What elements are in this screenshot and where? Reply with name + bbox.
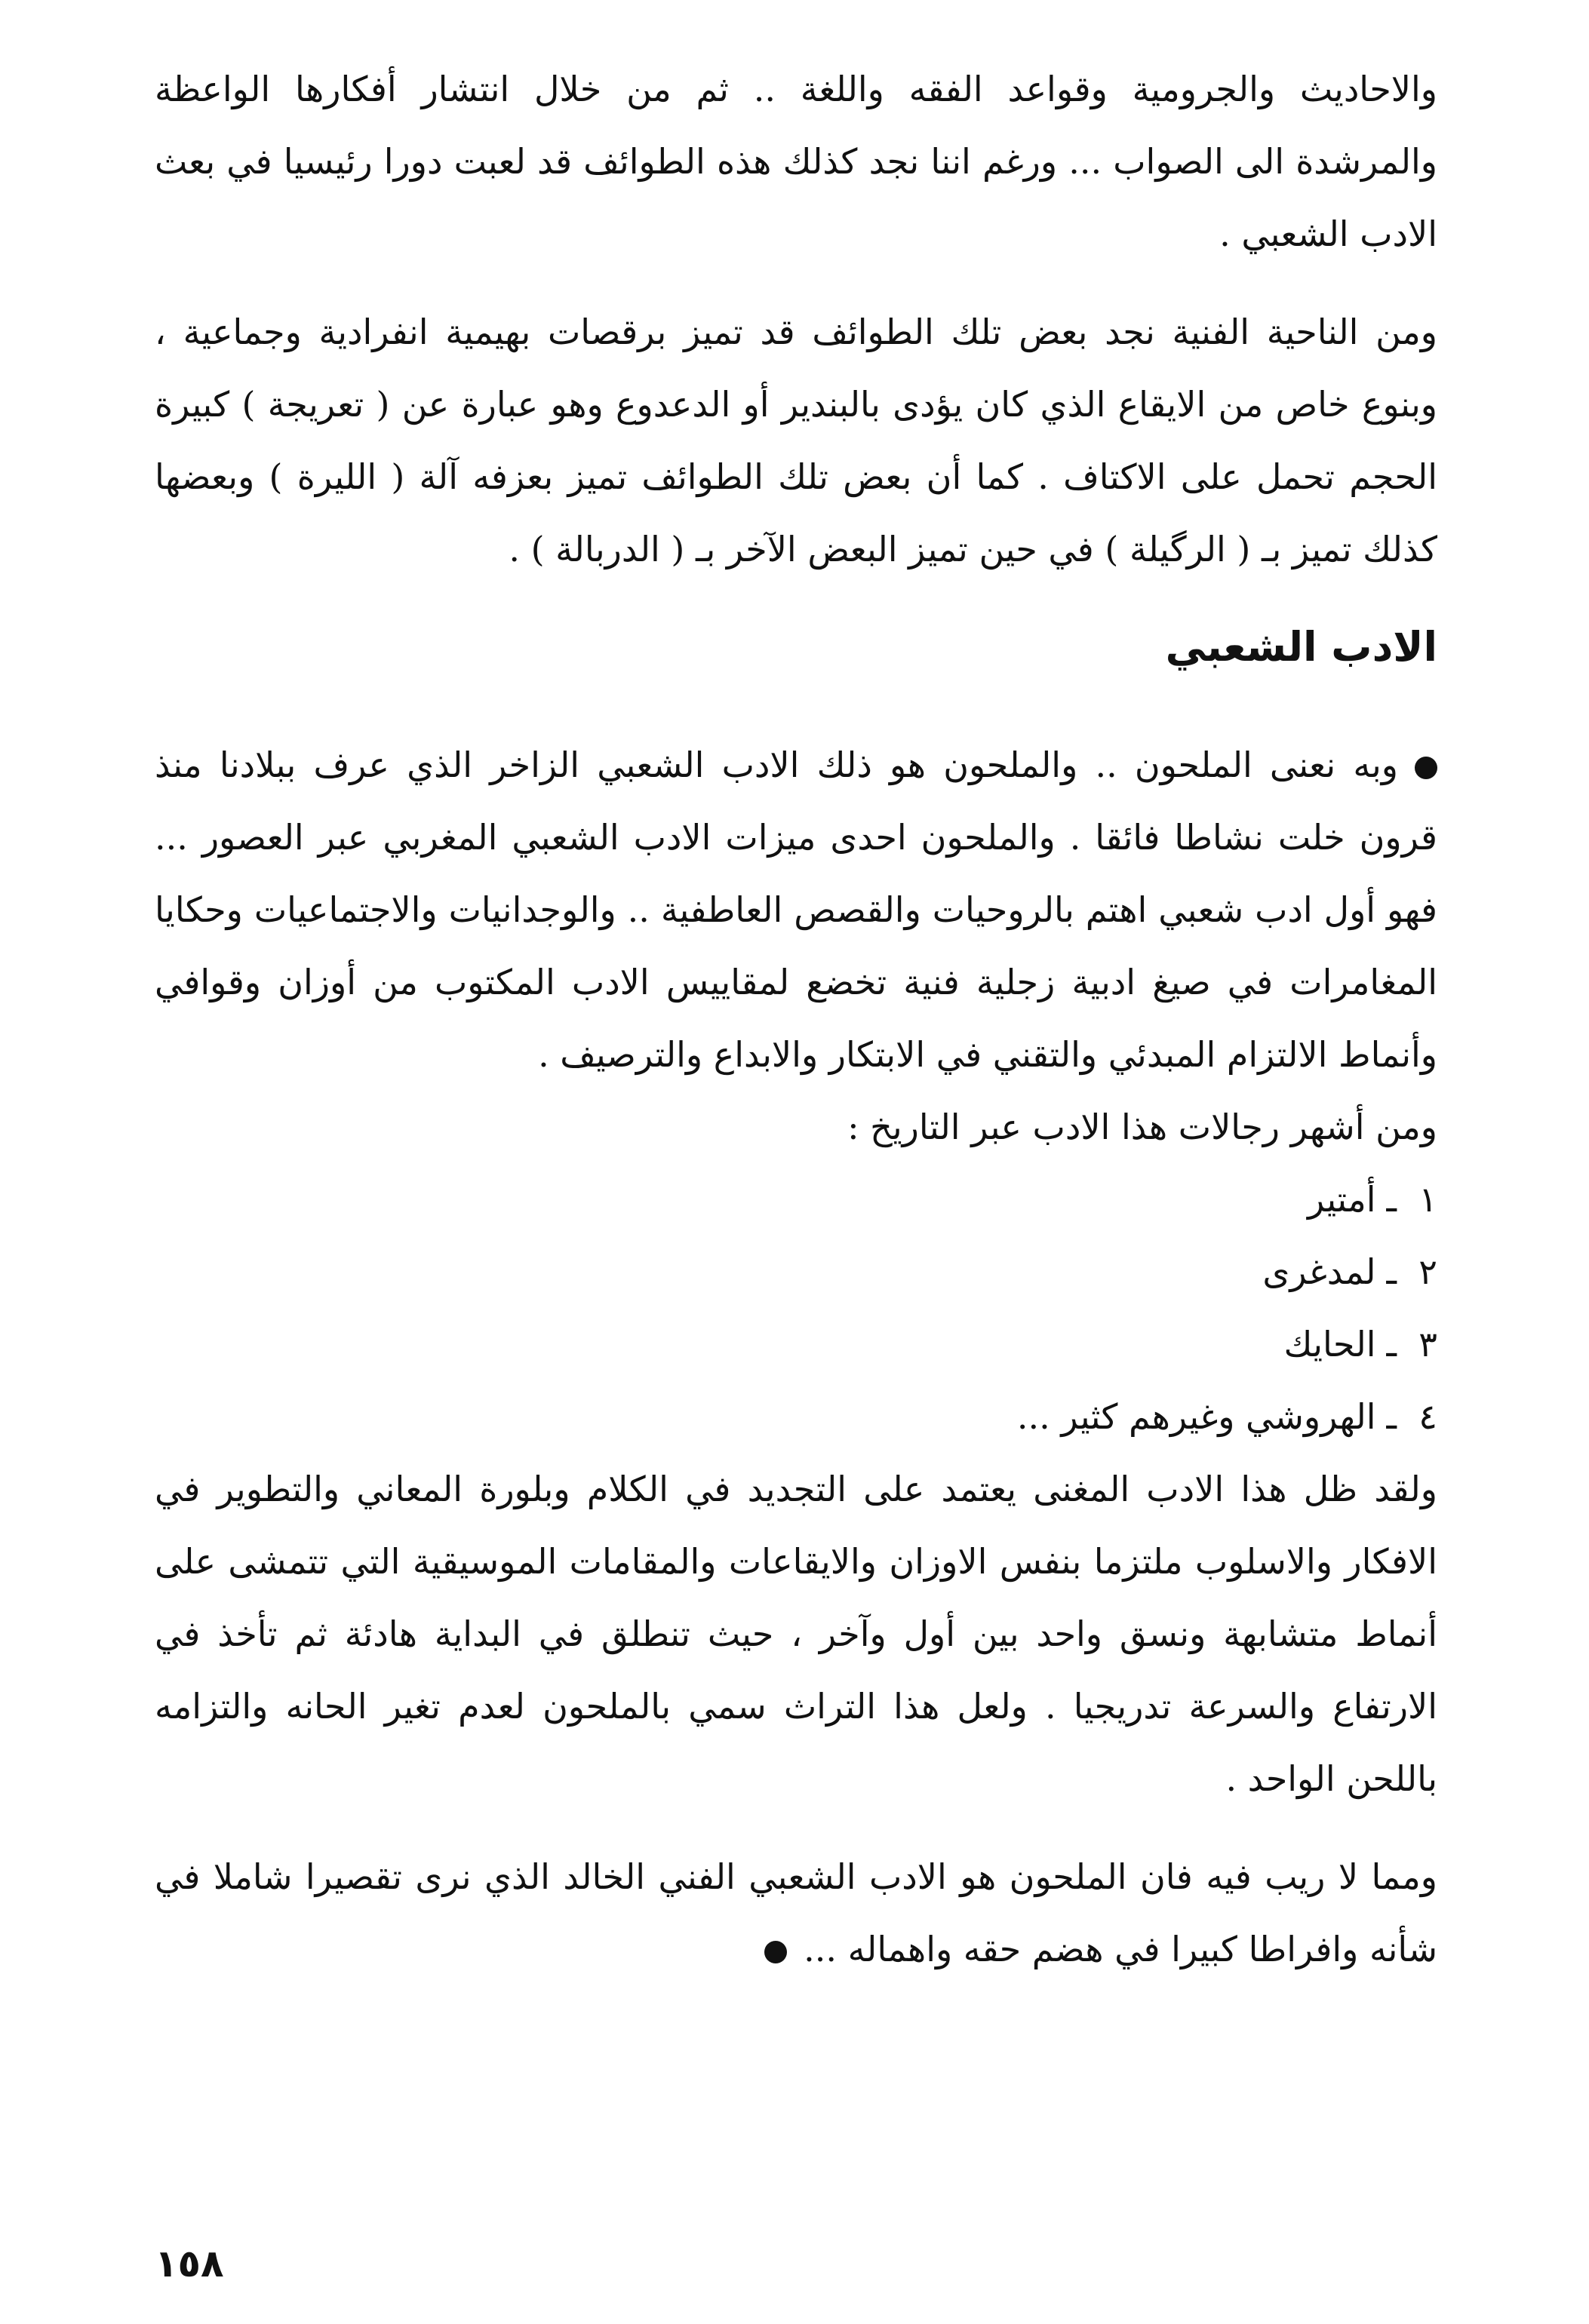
list-item: ٣ـالحايك xyxy=(155,1308,1437,1380)
paragraph-4 xyxy=(155,1091,1437,1163)
section-heading: الادب الشعبي xyxy=(1165,623,1437,671)
end-dot-icon xyxy=(764,1941,787,1963)
paragraph-2-text: ومن الناحية الفنية نجد بعض تلك الطوائف قد تميز برقصات بهيمية انفرادية وجماعية ، وبنوع خاص من الايقاع الذي كان يؤدى بالبندير أو الدعدوع وهو عبارة عن ( تعريجة ) كبيرة الحجم تحمل على الاكتاف . كما أن بعض تلك الطوائف تميز بعزفه آلة ( الليرة ) وبعضها كذلك تميز بـ ( الرگيلة ) في حين تميز البعض الآخر بـ ( الدربالة ) . xyxy=(155,312,1437,569)
bullet-dot-icon xyxy=(1415,757,1437,779)
paragraph-6 xyxy=(155,1840,1437,1985)
list-item-name: أمتير xyxy=(1307,1179,1376,1220)
page-number: ١٥٨ xyxy=(155,2242,224,2286)
list-item: ٢ـلمدغرى xyxy=(155,1236,1437,1308)
list-item-number: ١ xyxy=(1418,1179,1437,1220)
list-item-name: لمدغرى xyxy=(1262,1251,1376,1292)
paragraph-6-text: ومما لا ريب فيه فان الملحون هو الادب الشعبي الفني الخالد الذي نرى تقصيرا شاملا في شأنه وافراطا كبيرا في هضم حقه واهماله ... xyxy=(155,1856,1437,1969)
list-item-name: الحايك xyxy=(1283,1324,1376,1365)
paragraph-2 xyxy=(155,296,1437,585)
book-page xyxy=(155,53,1437,2286)
list-item: ٤ـالهروشي وغيرهم كثير ... xyxy=(155,1380,1437,1453)
paragraph-3 xyxy=(155,729,1437,1091)
paragraph-3-text: وبه نعنى الملحون .. والملحون هو ذلك الادب الشعبي الزاخر الذي عرف ببلادنا منذ قرون خلت نشاطا فائقا . والملحون احدى ميزات الادب الشعبي المغربي عبر العصور ... فهو أول ادب شعبي اهتم بالروحيات والقصص العاطفية .. والوجدانيات والاجتماعيات وحكايا المغامرات في صيغ ادبية زجلية فنية تخضع لمقاييس الادب المكتوب من أوزان وقوافي وأنماط الالتزام المبدئي والتقني في الابتكار والابداع والترصيف . xyxy=(155,744,1437,1075)
list-item-number: ٣ xyxy=(1418,1324,1437,1365)
list-item: ١ـأمتير xyxy=(155,1163,1437,1236)
list-item-name: الهروشي وغيرهم كثير ... xyxy=(1016,1396,1376,1437)
poets-list xyxy=(155,1163,1437,1453)
paragraph-1 xyxy=(155,53,1437,270)
list-item-number: ٤ xyxy=(1418,1396,1437,1437)
paragraph-4-text: ومن أشهر رجالات هذا الادب عبر التاريخ : xyxy=(847,1107,1437,1147)
paragraph-5 xyxy=(155,1453,1437,1815)
list-item-number: ٢ xyxy=(1418,1251,1437,1292)
paragraph-5-text: ولقد ظل هذا الادب المغنى يعتمد على التجديد في الكلام وبلورة المعاني والتطوير في الافكار والاسلوب ملتزما بنفس الاوزان والايقاعات والمقامات الموسيقية التي تتمشى على أنماط متشابهة ونسق واحد بين أول وآخر ، حيث تنطلق في البداية هادئة ثم تأخذ في الارتفاع والسرعة تدريجيا . ولعل هذا التراث سمي بالملحون لعدم تغير الحانه والتزامه باللحن الواحد . xyxy=(155,1469,1437,1799)
paragraph-1-text: والاحاديث والجرومية وقواعد الفقه واللغة .. ثم من خلال انتشار أفكارها الواعظة والمرشدة الى الصواب ... ورغم اننا نجد كذلك هذه الطوائف قد لعبت دورا رئيسيا في بعث الادب الشعبي . xyxy=(155,69,1437,254)
